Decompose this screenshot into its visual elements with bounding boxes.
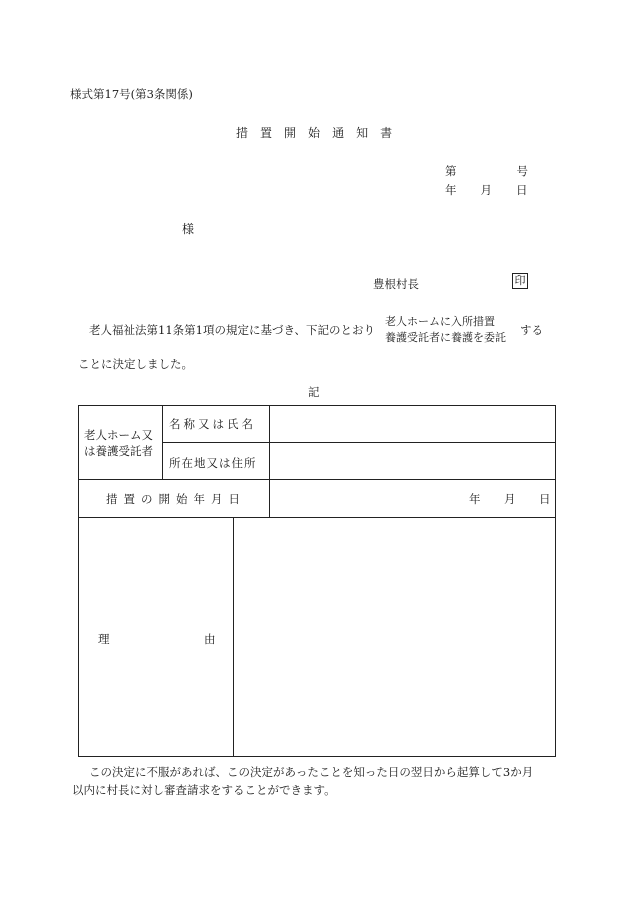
rule-reason-split xyxy=(233,517,234,757)
title-char: 始 xyxy=(308,126,321,140)
title-char: 措 xyxy=(236,126,249,140)
rule-facility-date xyxy=(78,479,556,480)
document-title xyxy=(236,124,404,141)
table-border-top xyxy=(78,405,556,406)
sender-name: 豊根村長 xyxy=(373,277,419,291)
start-date-day: 日 xyxy=(539,492,551,506)
ki-heading: 記 xyxy=(308,385,320,399)
name-label: 名称又は氏名 xyxy=(169,417,256,431)
start-date-year: 年 xyxy=(469,492,481,506)
document-number-line xyxy=(445,163,528,179)
start-date-month: 月 xyxy=(504,492,516,506)
table-border-bottom xyxy=(78,756,556,757)
title-char: 通 xyxy=(332,126,345,140)
table-border-right xyxy=(555,405,556,757)
date-month: 月 xyxy=(480,183,492,197)
title-char: 開 xyxy=(284,126,297,140)
rule-label-value xyxy=(269,405,270,518)
measure-table xyxy=(78,405,556,757)
seal-mark: 印 xyxy=(512,273,528,289)
address-label: 所在地又は住所 xyxy=(169,456,257,470)
reason-label-left: 理 xyxy=(98,632,110,646)
rule-facility-split xyxy=(162,405,163,480)
addressee-suffix: 様 xyxy=(182,222,195,236)
number-go: 号 xyxy=(516,164,528,178)
body-suffix: する xyxy=(520,323,543,337)
body-text-line1: 老人福祉法第11条第1項の規定に基づき、下記のとおり xyxy=(89,323,375,337)
form-number: 様式第17号(第3条関係) xyxy=(70,87,193,101)
title-char: 書 xyxy=(380,126,393,140)
facility-label-line2: は養護受託者 xyxy=(84,444,153,458)
issue-date-line xyxy=(445,182,528,198)
appeal-notice-line2: 以内に村長に対し審査請求をすることができます。 xyxy=(72,783,336,797)
date-year: 年 xyxy=(445,183,457,197)
table-border-left xyxy=(78,405,79,757)
appeal-notice-line1: この決定に不服があれば、この決定があったことを知った日の翌日から起算して3か月 xyxy=(89,765,534,779)
reason-label-right: 由 xyxy=(204,632,216,646)
option-admission: 老人ホームに入所措置 xyxy=(385,315,495,328)
facility-label xyxy=(84,427,153,459)
body-text-line2: ことに決定しました。 xyxy=(78,357,193,371)
number-dai: 第 xyxy=(445,164,457,178)
date-day: 日 xyxy=(516,183,528,197)
rule-name-address xyxy=(162,442,556,443)
rule-date-reason xyxy=(78,517,556,518)
title-char: 知 xyxy=(356,126,369,140)
facility-label-line1: 老人ホーム又 xyxy=(84,428,153,442)
title-char: 置 xyxy=(260,126,273,140)
option-entrust: 養護受託者に養護を委託 xyxy=(385,331,506,344)
start-date-label: 措置の開始年月日 xyxy=(106,492,246,506)
